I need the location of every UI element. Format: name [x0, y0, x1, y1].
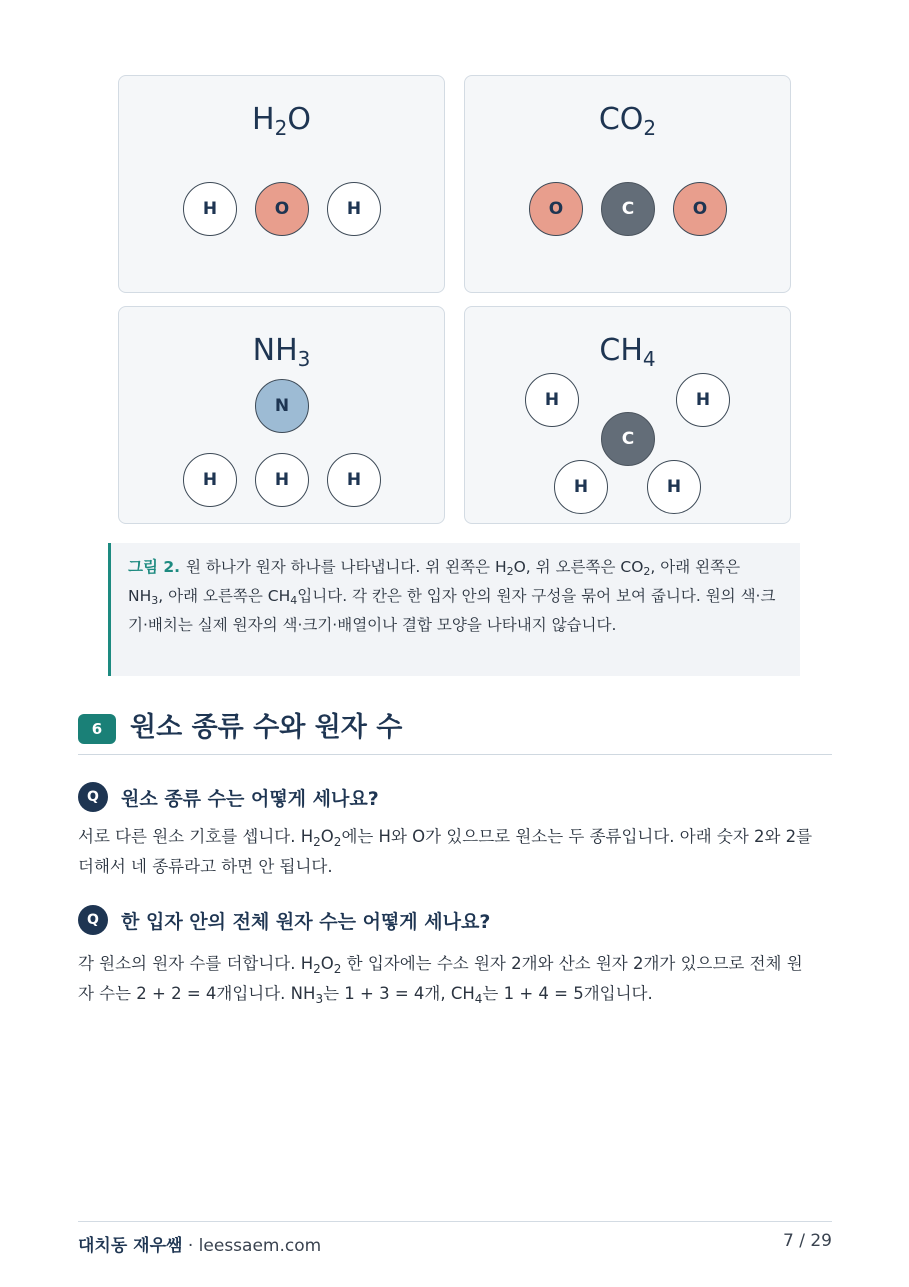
- question-text: 한 입자 안의 전체 원자 수는 어떻게 세나요?: [121, 911, 491, 933]
- caption-sub: 2: [643, 565, 651, 578]
- atom-c: C: [601, 412, 655, 466]
- caption-text: O, 위 오른쪽은 CO: [513, 558, 644, 576]
- footer-site-link[interactable]: leessaem.com: [198, 1236, 322, 1256]
- footer-brand: 대치동 재우쌤: [78, 1236, 183, 1256]
- atom-h: H: [183, 182, 237, 236]
- atom-h: H: [255, 453, 309, 507]
- caption-text: 원 하나가 원자 하나를 나타냅니다. 위 왼쪽은 H: [186, 558, 507, 576]
- formula-co2: $CO_2$: [598, 102, 657, 140]
- panel-h2o: [118, 75, 445, 293]
- formula-nh3: $NH_3$: [252, 333, 311, 371]
- atom-c: C: [601, 182, 655, 236]
- atom-h: H: [183, 453, 237, 507]
- footer-credit: [78, 1231, 321, 1256]
- panel-ch4: [464, 306, 791, 524]
- atom-o: O: [673, 182, 727, 236]
- atom-h: H: [676, 373, 730, 427]
- answer-text: 각 원소의 원자 수를 더합니다. $H_2O_2$ 한 입자에는 수소 원자 2개와 산소 원자 2개가 있으므로 전체 원자 수는 2 + 2 = 4개입니다. $NH_3$는 1 + 3 = 4개, $CH_4$는 1 + 4 = 5개입니다.: [78, 954, 803, 1006]
- atom-h: H: [525, 373, 579, 427]
- caption-text: , 아래 오른쪽은 CH: [158, 587, 291, 605]
- formula-ch4: $CH_4$: [599, 333, 656, 371]
- atom-o: O: [529, 182, 583, 236]
- atom-o: O: [255, 182, 309, 236]
- panel-co2: [464, 75, 791, 293]
- caption-label: 그림 2.: [128, 558, 181, 576]
- question-row: [78, 905, 832, 937]
- atom-h: H: [554, 460, 608, 514]
- question-text: 원소 종류 수는 어떻게 세나요?: [121, 788, 379, 810]
- page-footer: [78, 1221, 832, 1262]
- caption-sub: 3: [151, 594, 159, 607]
- section-title: 원소 종류 수와 원자 수: [130, 712, 403, 743]
- panel-nh3: [118, 306, 445, 524]
- question-badge: Q: [78, 782, 108, 812]
- section-heading: [78, 706, 832, 755]
- atom-h: H: [327, 182, 381, 236]
- atom-n: N: [255, 379, 309, 433]
- question-row: [78, 782, 832, 814]
- footer-separator: ·: [182, 1236, 199, 1256]
- page-number: 7 / 29: [783, 1231, 832, 1251]
- caption-sub: 2: [506, 565, 514, 578]
- caption-sub: 4: [290, 594, 298, 607]
- figure-caption: [108, 543, 800, 676]
- answer-text: 서로 다른 원소 기호를 셉니다. $H_2O_2$에는 H와 O가 있으므로 원소는 두 종류입니다. 아래 숫자 2와 2를 더해서 네 종류라고 하면 안 됩니다.: [78, 827, 813, 876]
- atom-h: H: [647, 460, 701, 514]
- formula-h2o: $H_2O$: [252, 102, 311, 140]
- atom-h: H: [327, 453, 381, 507]
- caption-text: 입니다. 각 칸은 한 입자 안의 원자 구성을 묶어 보여 줍니다. 원의 색·크기·배치는 실제 원자의 색·크기·배열이나 결합 모양을 나타내지 않습니다.: [128, 587, 776, 634]
- question-badge: Q: [78, 905, 108, 935]
- section-number-badge: 6: [78, 714, 116, 744]
- caption-text: , 아래 왼쪽은 NH: [128, 558, 741, 605]
